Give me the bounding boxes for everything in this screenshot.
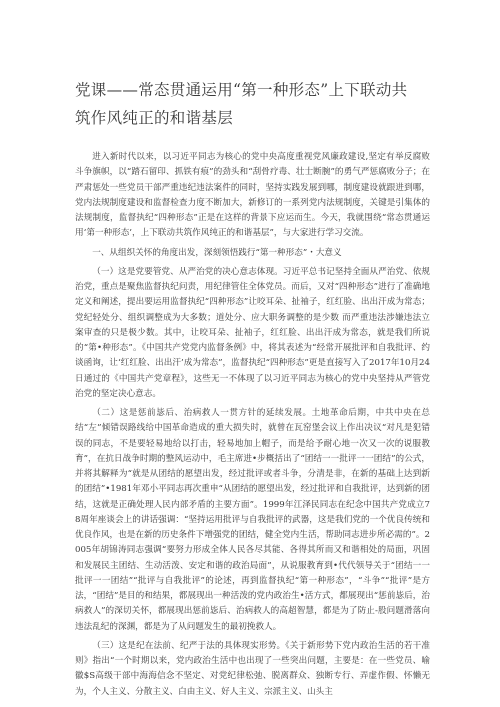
paragraph-3: （三）这是纪在法前、纪严于法的具体现实形势。《关于新形势下党内政治生活的若干准则》指出“一个时期以来，党内政治生活中也出现了一些突出问题，主要是：在一些党员、喻徽$S高级干部中海海信念不坚定、对党纪律松弛、脱离群众、独断专行、弄虚作假、怀懒无为，个人主义、分散主义、白由主义、好人主义、宗派主义、山头主 <box>75 640 430 697</box>
document-title <box>75 76 445 132</box>
paragraph-1: （一）这是党要管党、从严治党的决心意志体现。习近平总书记坚持全面从严治党、依规治党，重点是聚焦监督执纪问责，用纪律管住全体党员。而后，又对“四种形态”进行了准确地定义和阐述，提出要运用监督执纪“四种形态”让咬耳朵、扯袖子，红红脸、出出汗成为常态；党纪轻处分、组织调整成为大多数；道处分、应大职务调整的是少数 而严重违法涉嫌违法立案审查的只是极少数。其中，让咬耳朵、扯袖子，红红脸、出出汗成为常态，就是我们所说的“第•种形态”。《中国共产党党内监督条例》中，将其表述为“经常开展批评和自我批评、约谈函询，让‘红红脸、出出汗’成为常态”，监督执纪“四种形态”更是直接写入了2017年10月24日通过的《中国共产党章程》，这些无一不体现了以习近平同志为核心的党中央坚持从严管党治党的坚定决心意志。 <box>75 266 430 399</box>
title-line-1: 党课——常态贯通运用“第一种形态”上下联动共 <box>75 81 408 99</box>
paragraph-2: （二）这是惩前毖后、治病救人一贯方针的延续发展。土地革命后期，中共中央在总结“左”倾错误路线给中国革命造成的重大损失时，就曾在瓦窑堡会议上作出决议“对凡是犯错误的同志，不是要轻易地给以打击，轻易地加上帽子，而是给予耐心地一次又一次的说服教育”，在抗日战争时期的整风运动中，毛主席进•步概括出了“团结一一批评一一团结”的公式，并将其解释为“就是从团结的愿望出发，经过批评或者斗争，分清是非，在新的基础上达到新的团结”•1981年邓小平同志再次重申“从团结的愿望出发，经过批评和自我批评，达到新的团结，这就是正确处理人民内部矛盾的主要方面”。1999年江泽民同志在纪念中国共产党成立78周年座谈会上的讲话强调：“坚持运用批评与自我批评的武器，这是我们党的一个优良传统和优良作风，也是在新的历史条件下增强党的团结，健全党内生活，帮助同志进步所必需的”。2005年胡锦涛同志强调“要努力形成全体人民各尽其能、各得其所而又和谐相处的局面，巩固和发展民主团结、生动活泼、安定和谐的政治局面”，从说服教育到•代代领导关于“团结一一批评一一团结”“批评与自我批评”的论述，再到监督执纪“第一种形态”，“斗争”“批评”是方法，“团结”是目的和结果，都展现出一种活泼的党内政治生•活方式，都展现出“惩前毖后，治病救人”的深切关怀，都展现出惩前毖后、治病救人的高超智慧，都是为了防止-股问题滑落向违法乱纪的深渊，都是为了从问题发生的最初挽救人。 <box>75 408 430 632</box>
intro-paragraph: 进入新时代以来，以习近平同志为核心的党中央高度重视党风廉政建设,坚定有举反腐败斗争旗帜，以“踏石留印、抓铁有痕”的劲头和“刮骨疗毒、壮士断腕”的勇气严惩腐败分子；在严肃惩处一些党员干部严重违纪违法案件的同时，坚持实践发展到哪，制度建设就跟进到哪，党内法规制度建设和监督检查力度不断加大，新修订的一系列党内法规制度，关键是引集体的法规制度，监督执纪“四种形态”正是在这样的背景下应运而生。今天，我就围绕“常态贯通运用‘第一种形态’，上下联动共筑作风纯正的和谐基层”，与大家进行学习交流。 <box>75 152 430 239</box>
document-body <box>75 150 430 704</box>
section-heading: 一、从组织关怀的角度出发，深刻领悟践行“第一种形态”・大意义 <box>92 247 342 258</box>
title-line-2: 筑作风纯正的和谐基层 <box>75 109 234 127</box>
